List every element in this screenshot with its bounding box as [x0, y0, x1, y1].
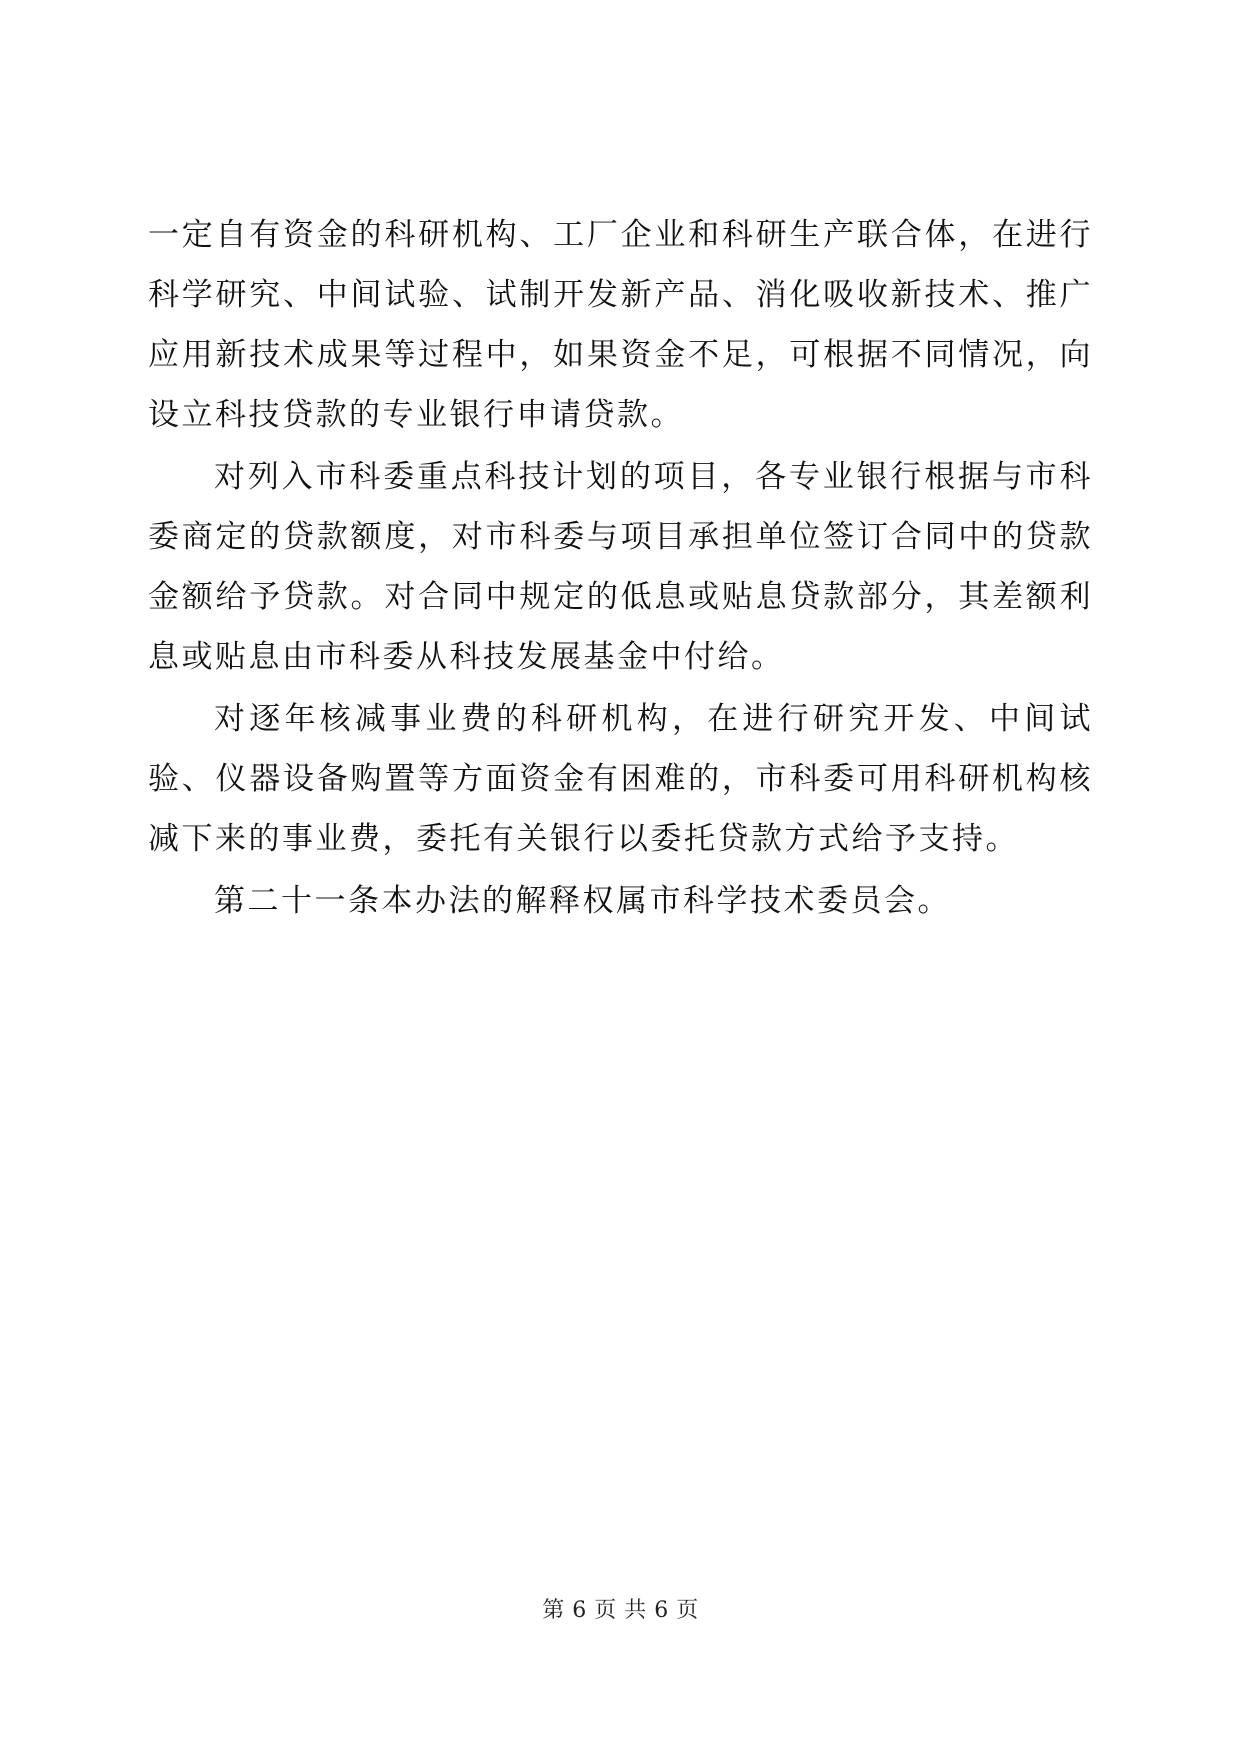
document-body	[148, 205, 1093, 931]
paragraph-article-21: 第二十一条本办法的解释权属市科学技术委员会。	[214, 883, 951, 919]
page-number-footer: 第 6 页 共 6 页	[542, 1598, 699, 1623]
paragraph-research-institutes: 对逐年核减事业费的科研机构，在进行研究开发、中间试验、仪器设备购置等方面资金有困难的，市科委可用科研机构核减下来的事业费，委托有关银行以委托贷款方式给予支持。	[148, 701, 1093, 857]
paragraph-key-projects: 对列入市科委重点科技计划的项目，各专业银行根据与市科委商定的贷款额度，对市科委与项目承担单位签订合同中的贷款金额给予贷款。对合同中规定的低息或贴息贷款部分，其差额利息或贴息由市科委从科技发展基金中付给。	[148, 459, 1093, 675]
paragraph-continued: 一定自有资金的科研机构、工厂企业和科研生产联合体，在进行科学研究、中间试验、试制开发新产品、消化吸收新技术、推广应用新技术成果等过程中，如果资金不足，可根据不同情况，向设立科技贷款的专业银行申请贷款。	[148, 217, 1093, 433]
